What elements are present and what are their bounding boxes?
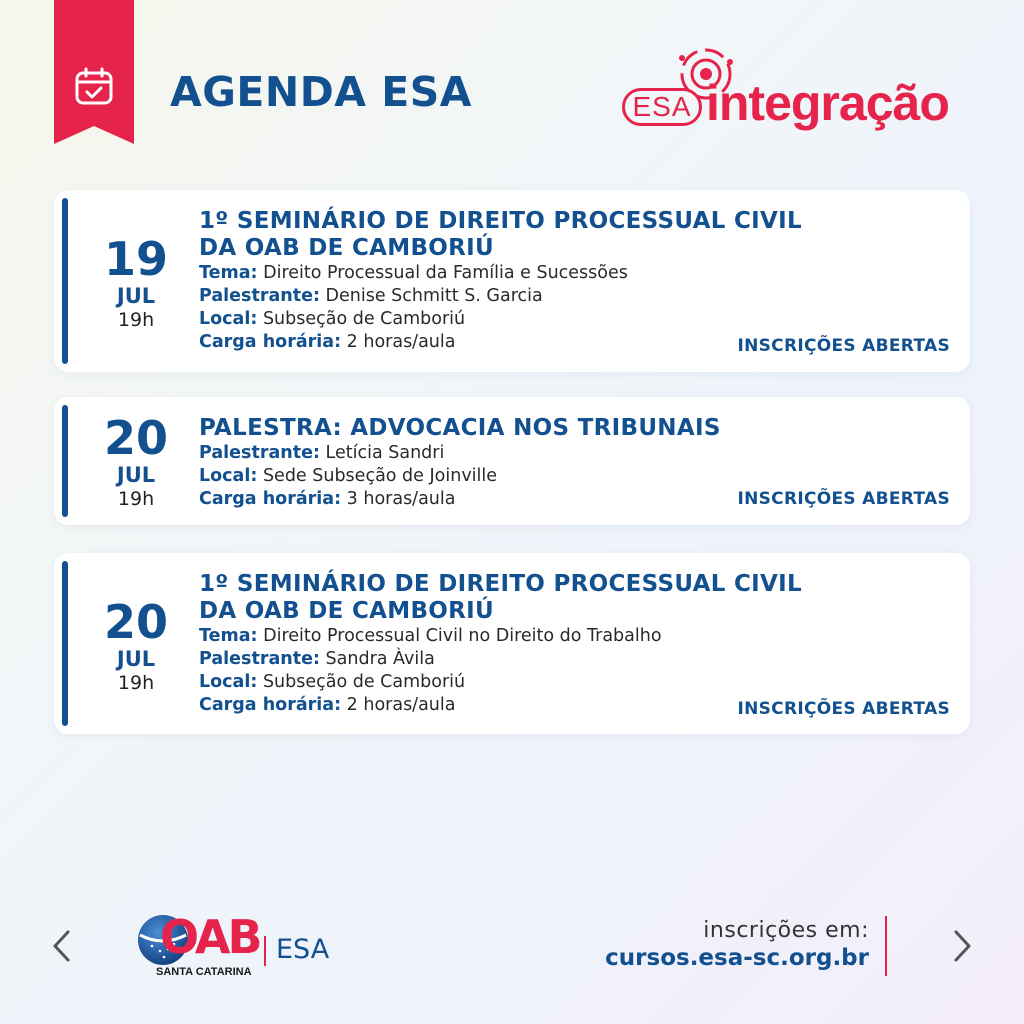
carga-value: 2 horas/aula: [346, 332, 456, 352]
chevron-left-icon[interactable]: [50, 928, 74, 964]
oab-region-label: SANTA CATARINA: [156, 966, 252, 978]
event-time: 19h: [117, 488, 155, 510]
event-details: [199, 571, 950, 717]
carga-label: Carga horária:: [199, 695, 342, 715]
esa-integracao-logo: [620, 44, 980, 144]
card-accent-bar: [62, 198, 68, 364]
event-title-line1: PALESTRA: ADVOCACIA NOS TRIBUNAIS: [199, 415, 721, 441]
logo-divider: [264, 936, 266, 966]
event-palestrante: [199, 442, 950, 465]
tema-value: Direito Processual Civil no Direito do Trabalho: [263, 626, 662, 646]
event-time: 19h: [117, 309, 155, 331]
local-label: Local:: [199, 672, 258, 692]
footer-divider: [885, 916, 887, 976]
event-day: 20: [103, 595, 168, 649]
integracao-word: integração: [706, 75, 949, 131]
carga-value: 2 horas/aula: [346, 695, 456, 715]
palestrante-label: Palestrante:: [199, 443, 320, 463]
event-local: [199, 465, 950, 488]
palestrante-value: Sandra Àvila: [325, 649, 435, 669]
event-month: JUL: [116, 647, 156, 671]
event-date: [90, 413, 182, 511]
calendar-check-icon: [73, 66, 115, 108]
event-card-1[interactable]: [54, 190, 970, 372]
event-date: [90, 234, 182, 332]
local-value: Subseção de Camboriú: [262, 309, 466, 329]
event-card-2[interactable]: [54, 397, 970, 525]
event-title-line2: DA OAB DE CAMBORIÚ: [199, 598, 494, 624]
palestrante-label: Palestrante:: [199, 649, 320, 669]
oab-esa-logo: [136, 910, 346, 982]
event-month: JUL: [116, 284, 156, 308]
event-day: 19: [103, 232, 168, 286]
local-value: Subseção de Camboriú: [262, 672, 466, 692]
event-local: [199, 308, 950, 331]
event-title-line1: 1º SEMINÁRIO DE DIREITO PROCESSUAL CIVIL: [199, 571, 802, 597]
page-title: AGENDA ESA: [170, 68, 473, 116]
esa-footer-word: ESA: [276, 934, 330, 965]
local-label: Local:: [199, 309, 258, 329]
tema-label: Tema:: [199, 263, 258, 283]
event-tema: [199, 625, 950, 648]
palestrante-value: Denise Schmitt S. Garcia: [325, 286, 543, 306]
palestrante-label: Palestrante:: [199, 286, 320, 306]
chevron-right-icon[interactable]: [950, 928, 974, 964]
event-month: JUL: [116, 463, 156, 487]
registration-status-link[interactable]: INSCRIÇÕES ABERTAS: [737, 336, 950, 356]
carga-value: 3 horas/aula: [346, 489, 456, 509]
inscricoes-url-link[interactable]: cursos.esa-sc.org.br: [605, 945, 869, 971]
event-title-line1: 1º SEMINÁRIO DE DIREITO PROCESSUAL CIVIL: [199, 208, 802, 234]
event-title-line2: DA OAB DE CAMBORIÚ: [199, 235, 494, 261]
registration-status-link[interactable]: INSCRIÇÕES ABERTAS: [737, 699, 950, 719]
card-accent-bar: [62, 405, 68, 517]
event-palestrante: [199, 648, 950, 671]
carga-label: Carga horária:: [199, 489, 342, 509]
local-label: Local:: [199, 466, 258, 486]
esa-box-label: ESA: [622, 88, 702, 126]
calendar-bookmark: [54, 0, 134, 144]
oab-word: OAB: [160, 910, 260, 964]
inscricoes-label: inscrições em:: [703, 918, 869, 943]
event-time: 19h: [117, 672, 155, 694]
carga-label: Carga horária:: [199, 332, 342, 352]
event-card-3[interactable]: [54, 553, 970, 734]
event-palestrante: [199, 285, 950, 308]
registration-status-link[interactable]: INSCRIÇÕES ABERTAS: [737, 489, 950, 509]
event-local: [199, 671, 950, 694]
event-day: 20: [103, 411, 168, 465]
tema-label: Tema:: [199, 626, 258, 646]
event-tema: [199, 262, 950, 285]
palestrante-value: Letícia Sandri: [325, 443, 445, 463]
event-date: [90, 597, 182, 695]
card-accent-bar: [62, 561, 68, 726]
local-value: Sede Subseção de Joinville: [262, 466, 498, 486]
tema-value: Direito Processual da Família e Sucessões: [263, 263, 628, 283]
event-details: [199, 208, 950, 354]
